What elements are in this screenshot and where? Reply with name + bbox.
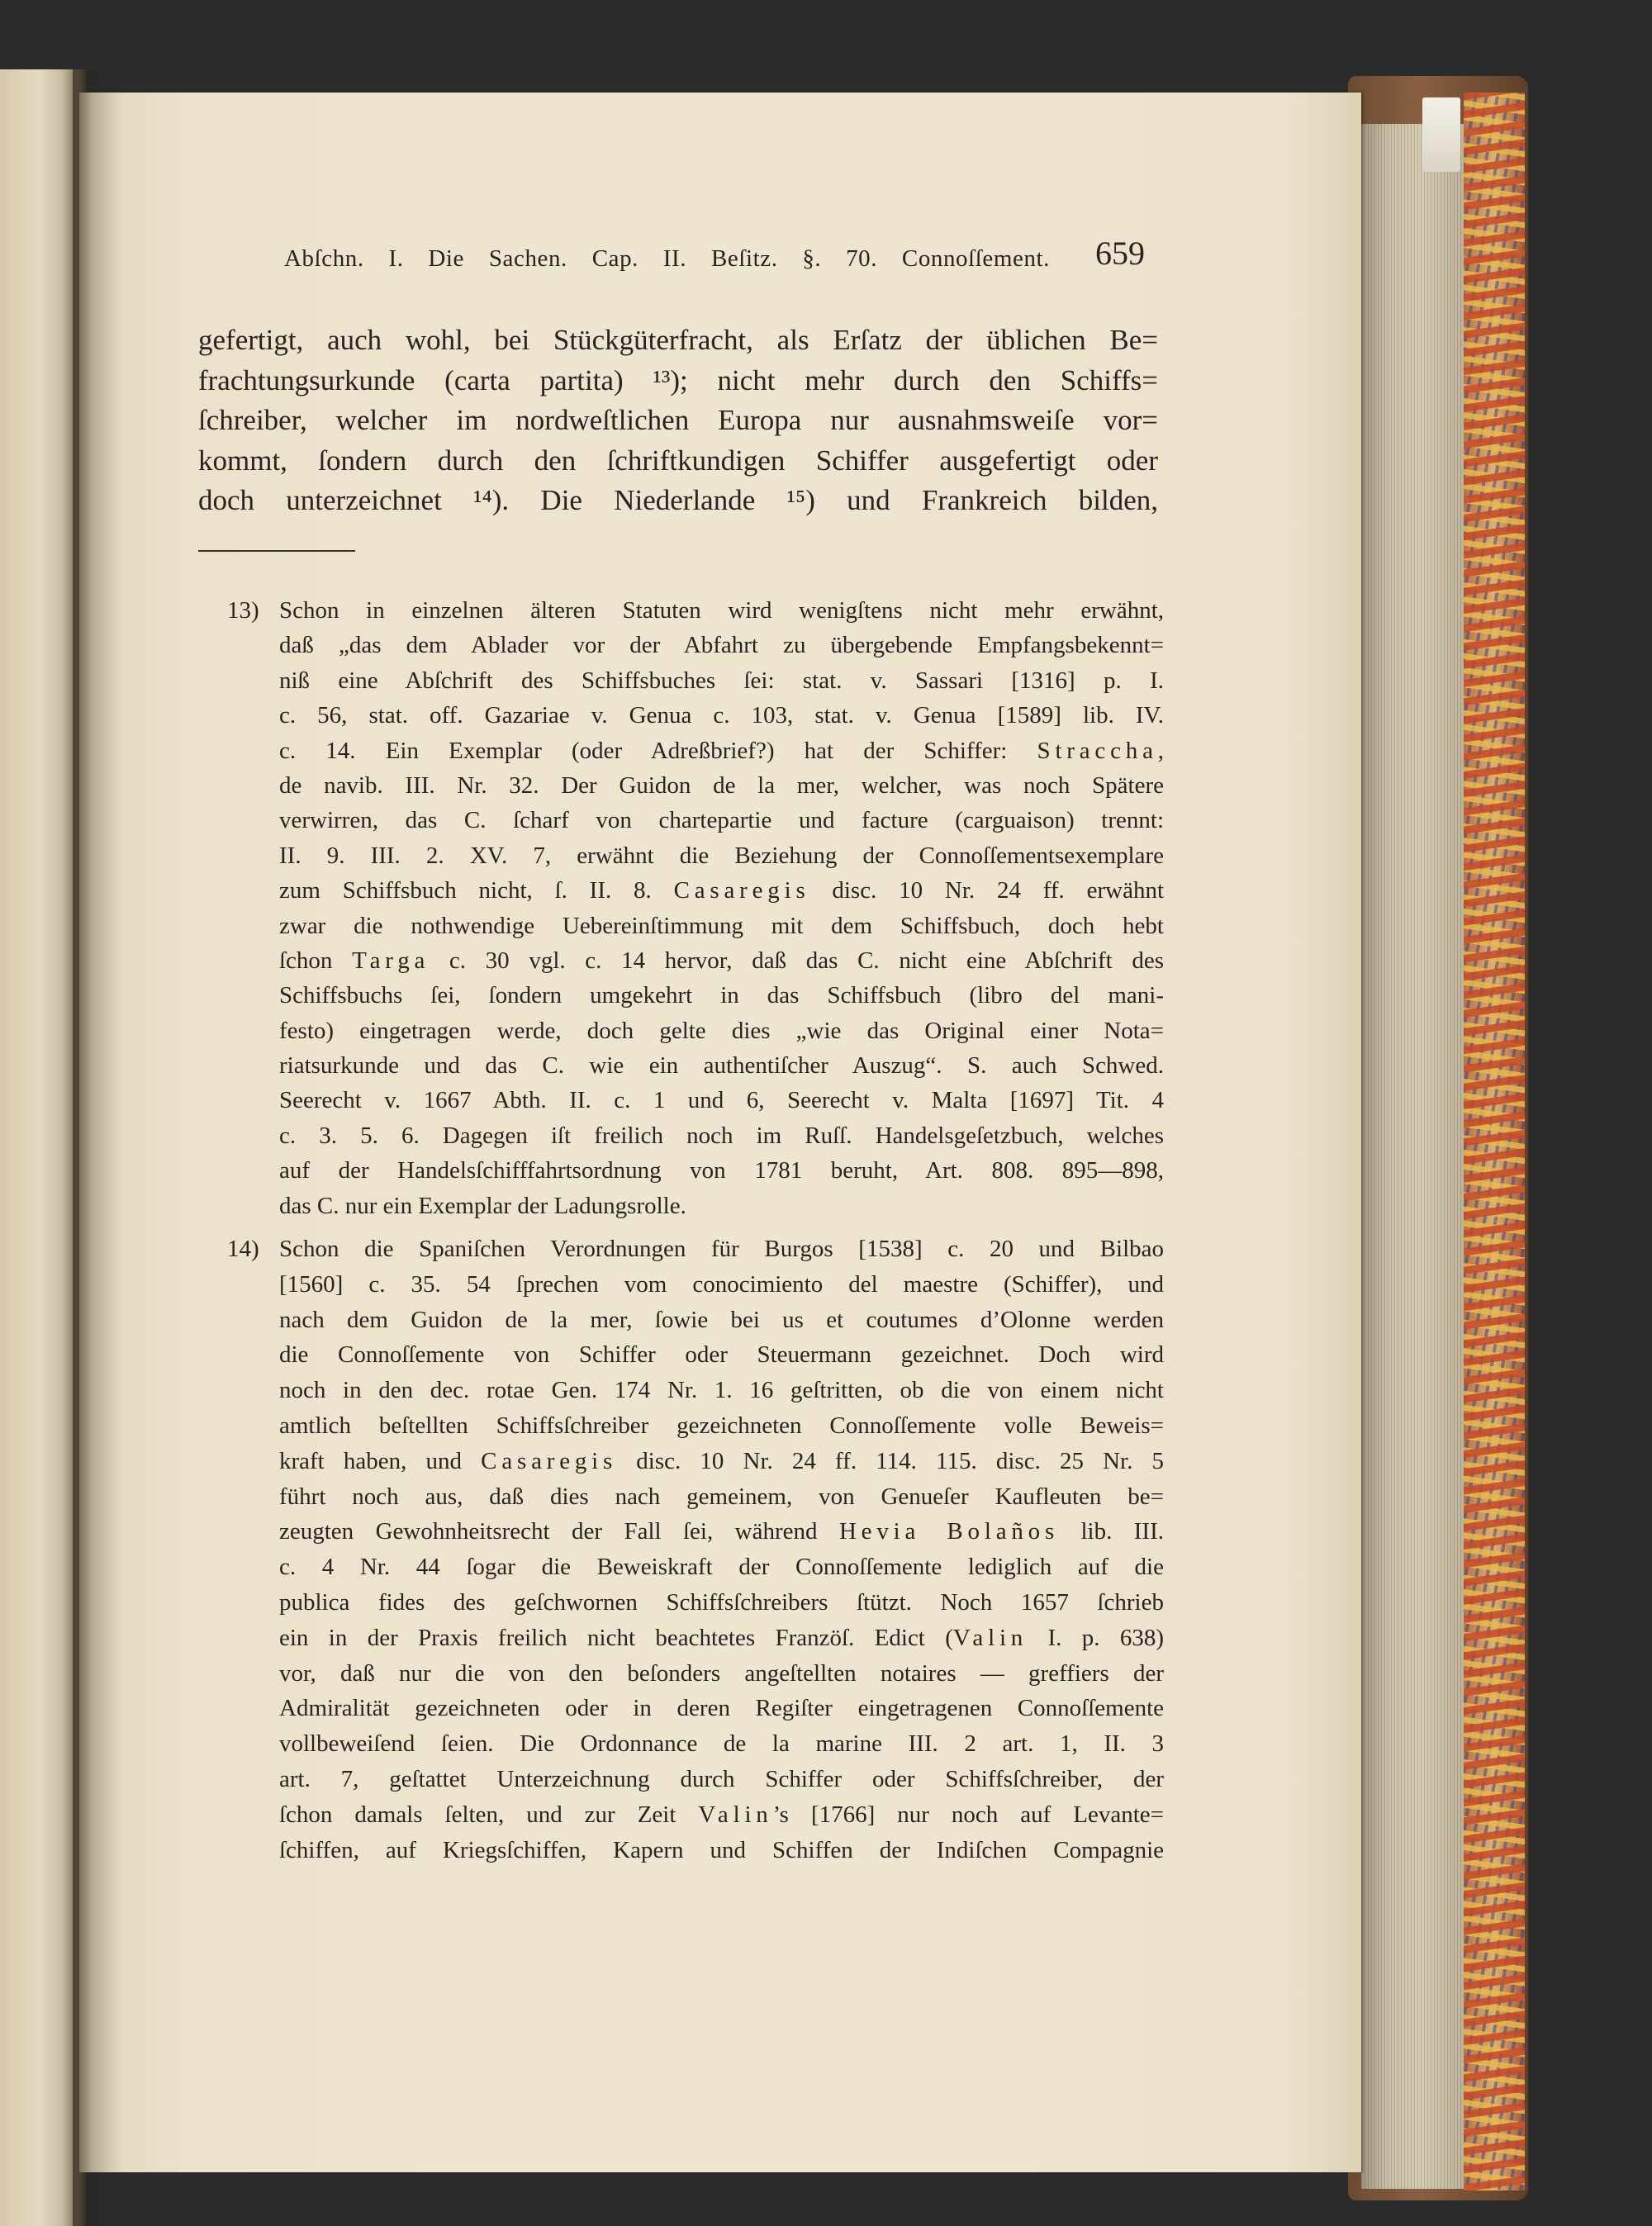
footnote-line — [279, 593, 1164, 628]
page-block-highlight — [1422, 97, 1460, 172]
running-title: Abſchn. I. Die Sachen. Cap. II. Beſitz. §. 70. Connoſſement. — [284, 245, 1050, 272]
text-run: doch unterzeichnet ¹⁴). Die Niederlande ¹⁵) und Frankreich bilden, — [198, 484, 1158, 516]
page-block-edge — [1361, 124, 1464, 2189]
text-run: I. p. 638) — [1028, 1624, 1164, 1651]
main-text-line — [198, 441, 1158, 482]
footnote-line — [279, 943, 1164, 978]
text-run: vollbeweiſend ſeien. Die Ordonnance de la marine III. 2 art. 1, II. 3 — [279, 1730, 1164, 1758]
text-run: publica fides des geſchwornen Schiffsſchreibers ſtützt. Noch 1657 ſchrieb — [279, 1588, 1164, 1616]
text-run: zum Schiffsbuch nicht, ſ. II. 8. — [279, 877, 674, 904]
text-run: riatsurkunde und das C. wie ein authentiſcher Auszug“. S. auch Schwed. — [279, 1052, 1164, 1080]
footnote-line — [279, 1585, 1164, 1621]
footnote-line — [279, 978, 1164, 1013]
text-run: frachtungsurkunde (carta partita) ¹³); nicht mehr durch den Schiffs= — [198, 363, 1158, 396]
text-run: Schon die Spaniſchen Verordnungen für Burgos [1538] c. 20 und Bilbao — [279, 1236, 1164, 1262]
text-run: nach dem Guidon de la mer, ſowie bei us et coutumes d’Olonne werden — [279, 1306, 1164, 1333]
footnote-line — [279, 768, 1164, 803]
text-run: auf der Handelsſchifffahrtsordnung von 1781 beruht, Art. 808. 895—898, — [279, 1157, 1164, 1184]
main-text-line — [198, 401, 1158, 441]
text-run: c. 56, stat. off. Gazariae v. Genua c. 103, stat. v. Genua [1589] lib. IV. — [279, 702, 1164, 729]
text-run: ſchon damals ſelten, und zur Zeit — [279, 1801, 699, 1828]
footnote-rule — [198, 550, 355, 552]
footnote-line — [279, 1373, 1164, 1408]
text-run: ſchon — [279, 947, 353, 974]
footnote-line — [279, 698, 1164, 733]
text-run: vor, daß nur die von den beſonders angeſtellten notaires — greffiers der — [279, 1659, 1164, 1687]
text-run: II. 9. III. 2. XV. 7, erwähnt die Beziehung der Connoſſementsexemplare — [279, 842, 1164, 869]
footnote-line — [279, 1691, 1164, 1726]
spaced-name: Valin — [698, 1801, 773, 1828]
footnote-line — [279, 1337, 1164, 1373]
text-run: verwirren, das C. ſcharf von chartepartie und facture (carguaison) trennt: — [279, 807, 1164, 834]
footnote-line — [279, 838, 1164, 873]
text-run: [1560] c. 35. 54 ſprechen vom conocimiento del maestre (Schiffer), und — [279, 1270, 1164, 1298]
footnote-line — [279, 1083, 1164, 1118]
footnote-line — [279, 1118, 1164, 1153]
footnote-line — [279, 1726, 1164, 1762]
footnote-line — [279, 1762, 1164, 1797]
footnote-14-text — [279, 1232, 1164, 1868]
footnote-line — [279, 1303, 1164, 1338]
gutter-shadow — [73, 69, 122, 2226]
text-run: kommt, ſondern durch den ſchriftkundigen Schiffer ausgefertigt oder — [198, 444, 1158, 477]
footnote-line — [279, 1550, 1164, 1585]
text-run: ſchreiber, welcher im nordweſtlichen Europa nur ausnahmsweiſe vor= — [198, 404, 1158, 436]
text-run: disc. 10 Nr. 24 ff. erwähnt — [809, 877, 1164, 904]
text-run: ſchiffen, auf Kriegsſchiffen, Kapern und Schiffen der Indiſchen Compagnie — [279, 1836, 1164, 1863]
footnote-line — [279, 1621, 1164, 1656]
footnote-line — [279, 873, 1164, 908]
footnote-line — [279, 1267, 1164, 1303]
text-run: art. 7, geſtattet Unterzeichnung durch Schiffer oder Schiffsſchreiber, der — [279, 1765, 1164, 1792]
text-run: zwar die nothwendige Uebereinſtimmung mit dem Schiffsbuch, doch hebt — [279, 912, 1164, 939]
main-text-line — [198, 320, 1158, 361]
footnote-13-number: 13) — [227, 597, 259, 624]
footnote-line — [279, 1013, 1164, 1048]
text-run: , — [1157, 737, 1164, 764]
text-run: Schiffsbuchs ſei, ſondern umgekehrt in das Schiffsbuch (libro del mani- — [279, 982, 1164, 1009]
footnote-line — [279, 1408, 1164, 1444]
text-run: niß eine Abſchrift des Schiffsbuches ſei: stat. v. Sassari [1316] p. I. — [279, 667, 1164, 694]
marbled-edge — [1464, 93, 1525, 2190]
footnote-line — [279, 1479, 1164, 1515]
text-run: Seerecht v. 1667 Abth. II. c. 1 und 6, Seerecht v. Malta [1697] Tit. 4 — [279, 1087, 1164, 1114]
spaced-name: Casaregis — [481, 1447, 618, 1474]
spaced-name: Valin — [952, 1624, 1028, 1651]
text-run: das C. nur ein Exemplar der Ladungsrolle. — [279, 1192, 686, 1219]
text-run: disc. 10 Nr. 24 ff. 114. 115. disc. 25 Nr. 5 — [617, 1447, 1164, 1474]
footnote-line — [279, 1656, 1164, 1692]
text-run: c. 30 vgl. c. 14 hervor, daß das C. nicht eine Abſchrift des — [430, 947, 1164, 974]
text-run: amtlich beſtellten Schiffsſchreiber gezeichneten Connoſſemente volle Beweis= — [279, 1412, 1164, 1439]
text-run: ein in der Praxis freilich nicht beachtetes Franzöſ. Edict ( — [279, 1624, 953, 1651]
footnote-line — [279, 1189, 1164, 1223]
main-text — [198, 320, 1158, 521]
footnote-line — [279, 628, 1164, 662]
text-run: Schon in einzelnen älteren Statuten wird wenigſtens nicht mehr erwähnt, — [279, 597, 1164, 624]
text-run: c. 4 Nr. 44 ſogar die Beweiskraft der Connoſſemente lediglich auf die — [279, 1554, 1164, 1581]
text-run: lib. III. — [1059, 1518, 1164, 1545]
text-run: führt noch aus, daß dies nach gemeinem, von Genueſer Kaufleuten be= — [279, 1483, 1164, 1510]
footnote-13-text — [279, 593, 1164, 1223]
text-run: c. 3. 5. 6. Dagegen iſt freilich noch im Ruſſ. Handelsgeſetzbuch, welches — [279, 1122, 1164, 1149]
text-run: zeugten Gewohnheitsrecht der Fall ſei, während — [279, 1518, 839, 1545]
spaced-name: Hevia Bolaños — [838, 1518, 1060, 1545]
spaced-name: Targa — [352, 947, 430, 974]
page-number: 659 — [1095, 235, 1145, 272]
text-run: die Connoſſemente von Schiffer oder Steuermann gezeichnet. Doch wird — [279, 1341, 1164, 1369]
footnote-line — [279, 1514, 1164, 1550]
text-run: noch in den dec. rotae Gen. 174 Nr. 1. 16 geſtritten, ob die von einem nicht — [279, 1377, 1164, 1404]
footnote-line — [279, 1048, 1164, 1083]
footnote-14-number: 14) — [227, 1236, 259, 1262]
footnote-line — [279, 1833, 1164, 1868]
spaced-name: Straccha — [1037, 737, 1158, 764]
text-run: kraft haben, und — [279, 1447, 482, 1474]
footnote-line — [279, 1797, 1164, 1833]
main-text-line — [198, 361, 1158, 401]
footnote-line — [279, 733, 1164, 768]
text-run: de navib. III. Nr. 32. Der Guidon de la mer, welcher, was noch Spätere — [279, 771, 1164, 799]
spaced-name: Casaregis — [673, 877, 810, 904]
footnote-line — [279, 1444, 1164, 1479]
text-run: c. 14. Ein Exemplar (oder Adreßbrief?) hat der Schiffer: — [279, 737, 1037, 764]
text-run: festo) eingetragen werde, doch gelte dies „wie das Original einer Nota= — [279, 1017, 1164, 1044]
main-text-line — [198, 481, 1158, 521]
footnote-line — [279, 803, 1164, 838]
footnote-line — [279, 1153, 1164, 1188]
text-run: gefertigt, auch wohl, bei Stückgüterfracht, als Erſatz der üblichen Be= — [198, 324, 1158, 356]
text-run: ’s [1766] nur noch auf Levante= — [772, 1801, 1164, 1828]
text-run: Admiralität gezeichneten oder in deren Regiſter eingetragenen Connoſſemente — [279, 1695, 1164, 1722]
text-run: daß „das dem Ablader vor der Abfahrt zu übergebende Empfangsbekennt= — [279, 632, 1164, 659]
footnote-line — [279, 909, 1164, 943]
running-header — [284, 241, 1050, 276]
footnote-line — [279, 663, 1164, 698]
footnote-line — [279, 1232, 1164, 1267]
